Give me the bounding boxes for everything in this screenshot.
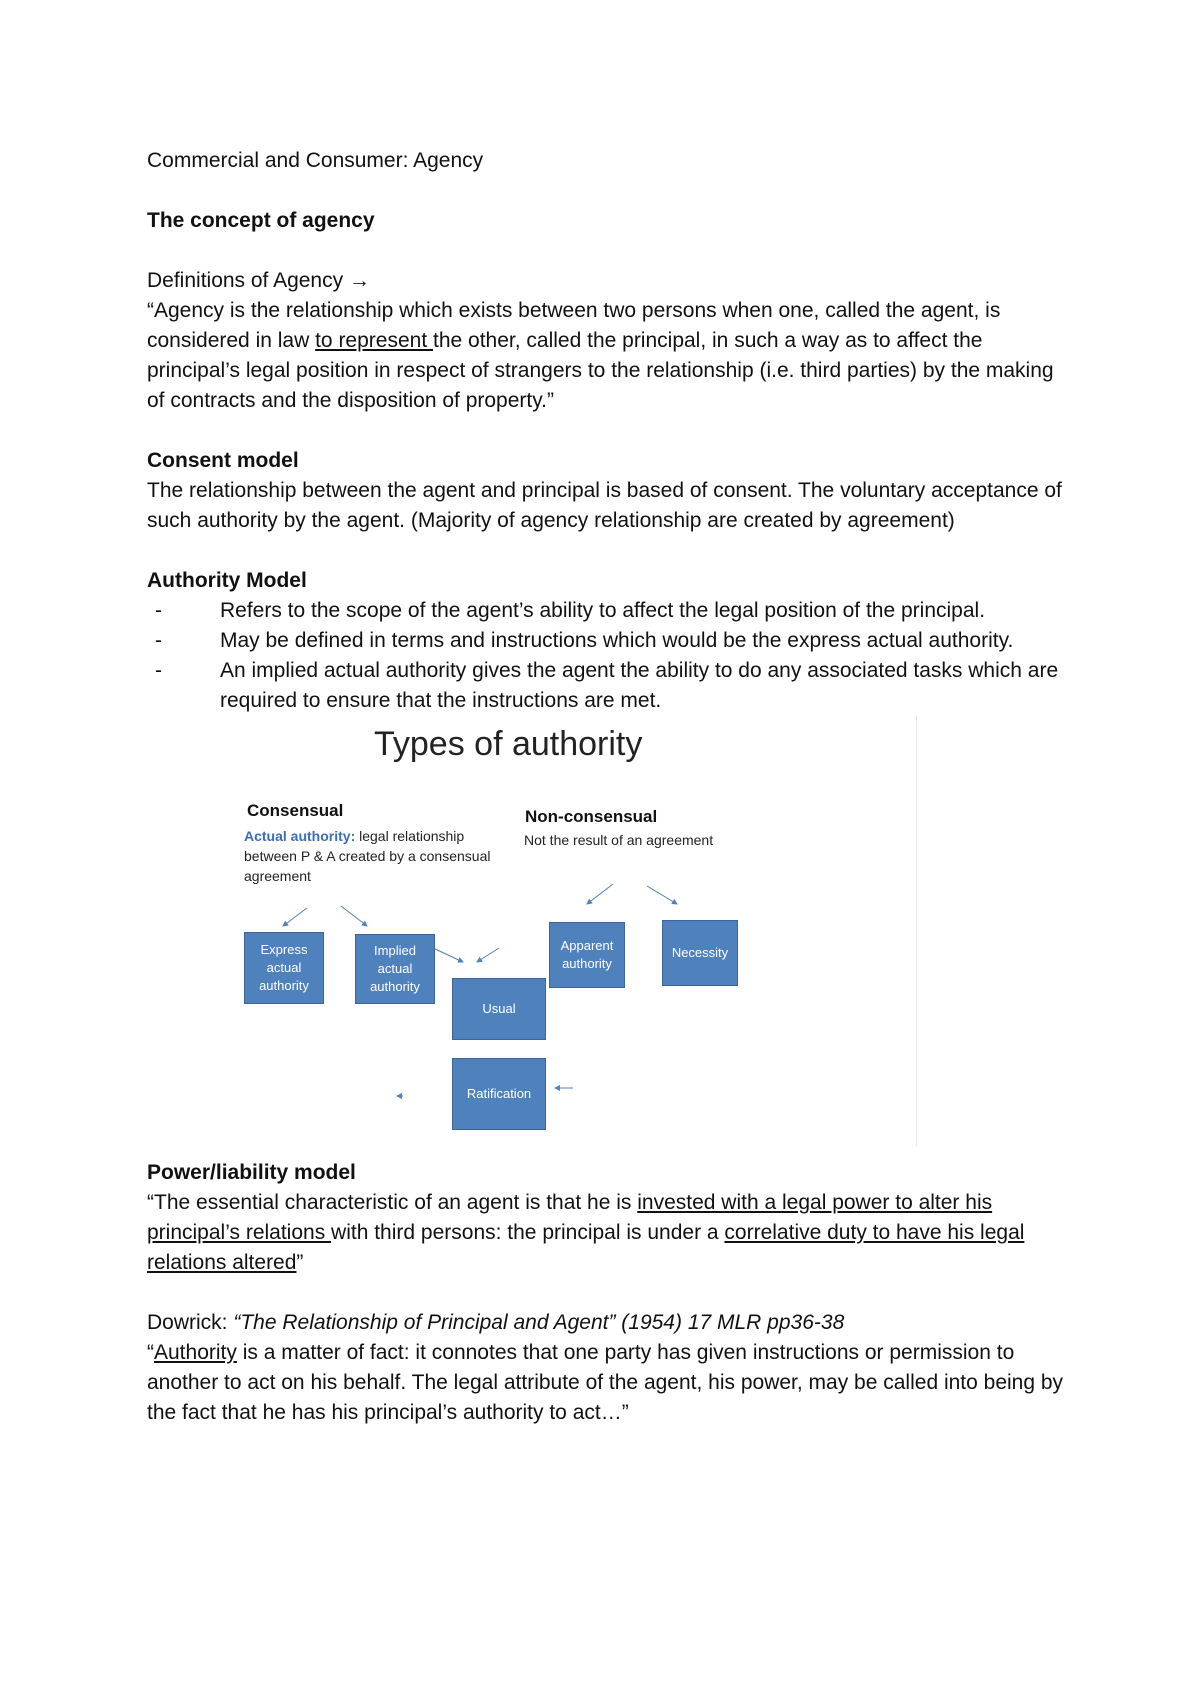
express-actual-authority-box: Express actual authority [244,932,324,1004]
usual-box: Usual [452,978,546,1040]
authority-quote: “Authority is a matter of fact: it connotes that one party has given instructions or permission to another to act on his behalf. The legal attribute of the agent, his power, may be called into being by the fact that he has his principal’s authority to act…” [147,1341,1064,1424]
definitions-line [147,266,1067,296]
arrow-consensual-left [283,908,307,926]
types-of-authority-diagram [237,716,917,1146]
power-paragraph: “The essential characteristic of an agent is that he is invested with a legal power to alter his principal’s relations with third persons: the principal is under a correlative duty to have his legal relations altered” [147,1191,1025,1274]
ratification-box: Ratification [452,1058,546,1130]
definition-text-2: the other, called the principal, in such a way as to affect the principal’s legal position in respect of strangers to the relationship (i.e. third parties) by the making of contracts and the disposition of property.” [147,329,1054,412]
definition-underlined: to represent [315,329,433,352]
arrow-to-usual-left [433,948,463,962]
authority-list [147,596,1067,716]
arrow-consensual-right [341,906,367,926]
definition-paragraph [147,296,1067,416]
definition-text-1: “Agency is the relationship which exists between two persons when one, called the agent, is considered in law [147,299,1001,352]
consent-heading: Consent model [147,449,299,472]
necessity-box: Necessity [662,920,738,986]
list-item: - Refers to the scope of the agent’s ability to affect the legal position of the principal. [147,596,1067,626]
document-title: Commercial and Consumer: Agency [147,149,484,172]
concept-heading: The concept of agency [147,209,375,232]
power-underlined-1: invested with a legal power to alter his principal’s relations [147,1191,993,1244]
list-item: - May be defined in terms and instructions which would be the express actual authority. [147,626,1067,656]
nonconsensual-text: Not the result of an agreement [524,832,714,848]
dowrick-citation: “The Relationship of Principal and Agent” (1954) 17 MLR pp36-38 [233,1311,845,1334]
consensual-heading: Consensual [247,801,344,820]
power-underlined-2: correlative duty to have his legal relations altered [147,1221,1025,1274]
implied-actual-authority-box: Implied actual authority [355,934,435,1004]
arrow-to-usual-right [477,948,499,962]
nonconsensual-heading: Non-consensual [525,807,658,826]
consent-paragraph: The relationship between the agent and principal is based of consent. The voluntary acceptance of such authority by the agent. (Majority of agency relationship are created by agreement) [147,479,1062,532]
authority-underlined: Authority [154,1341,237,1364]
power-heading: Power/liability model [147,1161,356,1184]
arrow-right-icon: → [348,269,370,292]
apparent-authority-box: Apparent authority [549,922,625,988]
authority-heading: Authority Model [147,569,307,592]
actual-authority-text: Actual authority: legal relationship between P & A created by a consensual agreement [244,828,491,884]
actual-authority-label: Actual authority: [244,828,356,844]
definitions-label: Definitions of Agency [147,269,344,292]
dowrick-label: Dowrick: [147,1311,234,1334]
list-item: - An implied actual authority gives the agent the ability to do any associated tasks which are required to ensure that the instructions are met. [147,656,1067,716]
document-body [147,146,1067,1428]
arrow-nonconsensual-right [647,886,677,904]
dowrick-citation-line [147,1308,1067,1338]
arrow-nonconsensual-left [587,884,613,904]
diagram-title: Types of authority [374,725,643,763]
